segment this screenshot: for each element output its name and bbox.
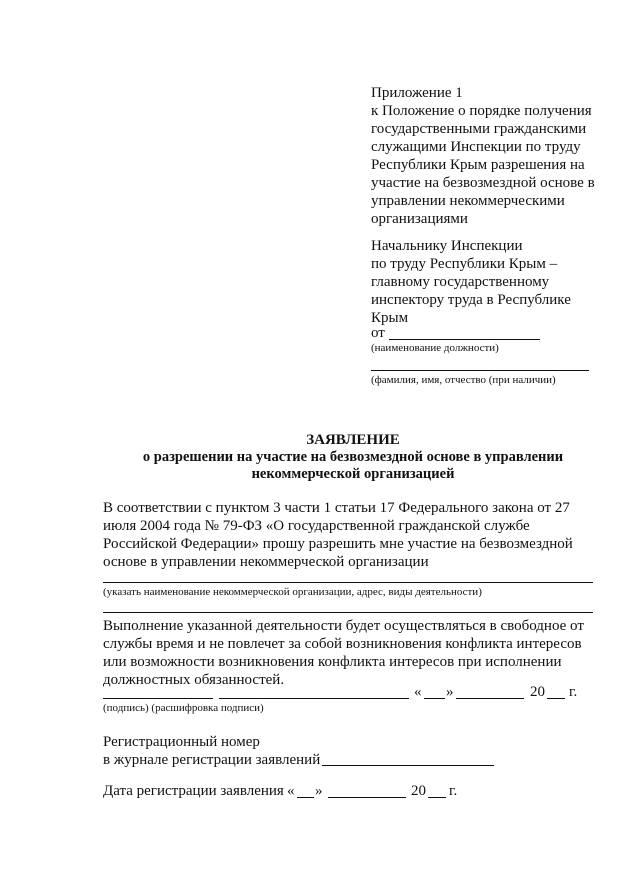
paragraph-line: В соответствии с пунктом 3 части 1 статьи 17 Федерального закона от 27 bbox=[103, 500, 570, 516]
appendix-text bbox=[371, 102, 595, 228]
paragraph-line: Российской Федерации» прошу разрешить мне участие на безвозмездной bbox=[103, 536, 573, 552]
sign-month-line bbox=[456, 698, 524, 699]
paragraph-line: службы время и не повлечет за собой возникновения конфликта интересов bbox=[103, 636, 582, 652]
signature-decode-line bbox=[219, 698, 409, 699]
position-caption: (наименование должности) bbox=[371, 342, 499, 354]
appendix-line: Республики Крым разрешения на bbox=[371, 157, 585, 173]
appendix-line: участие на безвозмездной основе в bbox=[371, 175, 595, 191]
addressee-text bbox=[371, 237, 571, 327]
paragraph-line: Выполнение указанной деятельности будет осуществляться в свободное от bbox=[103, 618, 584, 634]
position-line bbox=[389, 339, 540, 340]
registration-number-line bbox=[322, 765, 494, 766]
appendix-line: служащими Инспекции по труду bbox=[371, 139, 581, 155]
org-caption: (указать наименование некоммерческой организации, адрес, виды деятельности) bbox=[103, 586, 482, 598]
addressee-line: Крым bbox=[371, 310, 409, 326]
appendix-line: государственными гражданскими bbox=[371, 121, 587, 137]
reg-day-line bbox=[297, 797, 314, 798]
appendix-line: организациями bbox=[371, 211, 468, 227]
reg-year-line bbox=[428, 797, 446, 798]
paragraph-line: июля 2004 года № 79-ФЗ «О государственной гражданской службе bbox=[103, 518, 530, 534]
paragraph-line: или возможности возникновения конфликта интересов при исполнении bbox=[103, 654, 562, 670]
document-subtitle-2: некоммерческой организацией bbox=[251, 466, 455, 482]
org-line bbox=[103, 582, 593, 583]
sign-day-line bbox=[424, 698, 445, 699]
document-subtitle-1: о разрешении на участие на безвозмездной основе в управлении bbox=[142, 449, 564, 465]
appendix-line: управлении некоммерческими bbox=[371, 193, 565, 209]
sign-year-prefix: 20 bbox=[530, 684, 545, 700]
signature-caption: (подпись) (расшифровка подписи) bbox=[103, 702, 264, 714]
appendix-title: Приложение 1 bbox=[371, 85, 463, 101]
org-line-2 bbox=[103, 612, 593, 613]
reg-year-suffix: г. bbox=[449, 783, 458, 799]
sign-year-line bbox=[547, 698, 565, 699]
name-line bbox=[371, 370, 589, 371]
from-prefix: от bbox=[371, 325, 385, 341]
name-caption: (фамилия, имя, отчество (при наличии) bbox=[371, 374, 556, 386]
sign-year-suffix: г. bbox=[569, 684, 578, 700]
request-paragraph bbox=[103, 499, 573, 571]
signature-line bbox=[103, 698, 213, 699]
addressee-line: по труду Республики Крым – bbox=[371, 256, 558, 272]
addressee-line: Начальнику Инспекции bbox=[371, 238, 523, 254]
paragraph-line: должностных обязанностей. bbox=[103, 672, 285, 688]
reg-date-quote-close: » bbox=[315, 783, 323, 799]
registration-journal-label: в журнале регистрации заявлений bbox=[103, 752, 321, 768]
registration-number-label: Регистрационный номер bbox=[103, 734, 260, 750]
appendix-line: к Положение о порядке получения bbox=[371, 103, 592, 119]
reg-year-prefix: 20 bbox=[411, 783, 426, 799]
conflict-paragraph bbox=[103, 617, 584, 689]
addressee-line: инспектору труда в Республике bbox=[371, 292, 571, 308]
sign-date-quote-close: » bbox=[446, 684, 454, 700]
reg-month-line bbox=[328, 797, 406, 798]
registration-date-label: Дата регистрации заявления bbox=[103, 783, 284, 799]
addressee-line: главному государственному bbox=[371, 274, 550, 290]
reg-date-quote-open: « bbox=[287, 783, 295, 799]
document-title: ЗАЯВЛЕНИЕ bbox=[306, 432, 400, 448]
sign-date-quote-open: « bbox=[414, 684, 422, 700]
paragraph-line: основе в управлении некоммерческой организации bbox=[103, 554, 429, 570]
